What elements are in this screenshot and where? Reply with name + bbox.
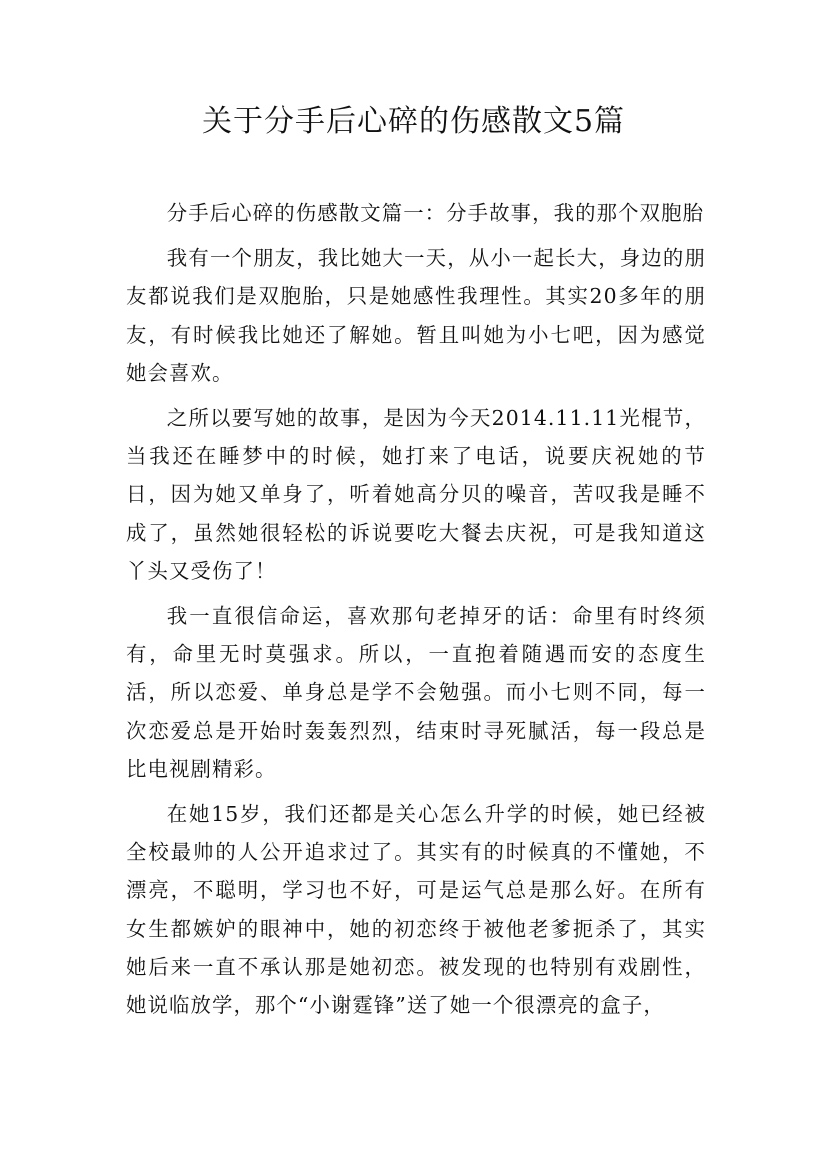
- paragraph: 在她15岁，我们还都是关心怎么升学的时候，她已经被全校最帅的人公开追求过了。其实有的时候真的不懂她，不漂亮，不聪明，学习也不好，可是运气总是那么好。在所有女生都嫉妒的眼神中，她的初恋终于被他老爹扼杀了，其实她后来一直不承认那是她初恋。被发现的也特别有戏剧性，她说临放学，那个“小谢霆锋”送了她一个很漂亮的盒子，: [126, 802, 706, 1018]
- paragraph: 分手后心碎的伤感散文篇一：分手故事，我的那个双胞胎: [166, 201, 705, 225]
- paragraph: 我一直很信命运，喜欢那句老掉牙的话：命里有时终须有，命里无时莫强求。所以，一直抱着随遇而安的态度生活，所以恋爱、单身总是学不会勉强。而小七则不同，每一次恋爱总是开始时轰轰烈烈，结束时寻死腻活，每一段总是比电视剧精彩。: [126, 604, 706, 781]
- paragraph: 之所以要写她的故事，是因为今天2014.11.11光棍节，当我还在睡梦中的时候，她打来了电话，说要庆祝她的节日，因为她又单身了，听着她高分贝的噪音，苦叹我是睡不成了，虽然她很轻松的诉说要吃大餐去庆祝，可是我知道这丫头又受伤了！: [126, 406, 706, 583]
- document-body: [126, 194, 706, 1031]
- paragraph: 我有一个朋友，我比她大一天，从小一起长大，身边的朋友都说我们是双胞胎，只是她感性我理性。其实20多年的朋友，有时候我比她还了解她。暂且叫她为小七吧，因为感觉她会喜欢。: [126, 246, 706, 385]
- document-title: 关于分手后心碎的伤感散文5篇: [201, 104, 626, 139]
